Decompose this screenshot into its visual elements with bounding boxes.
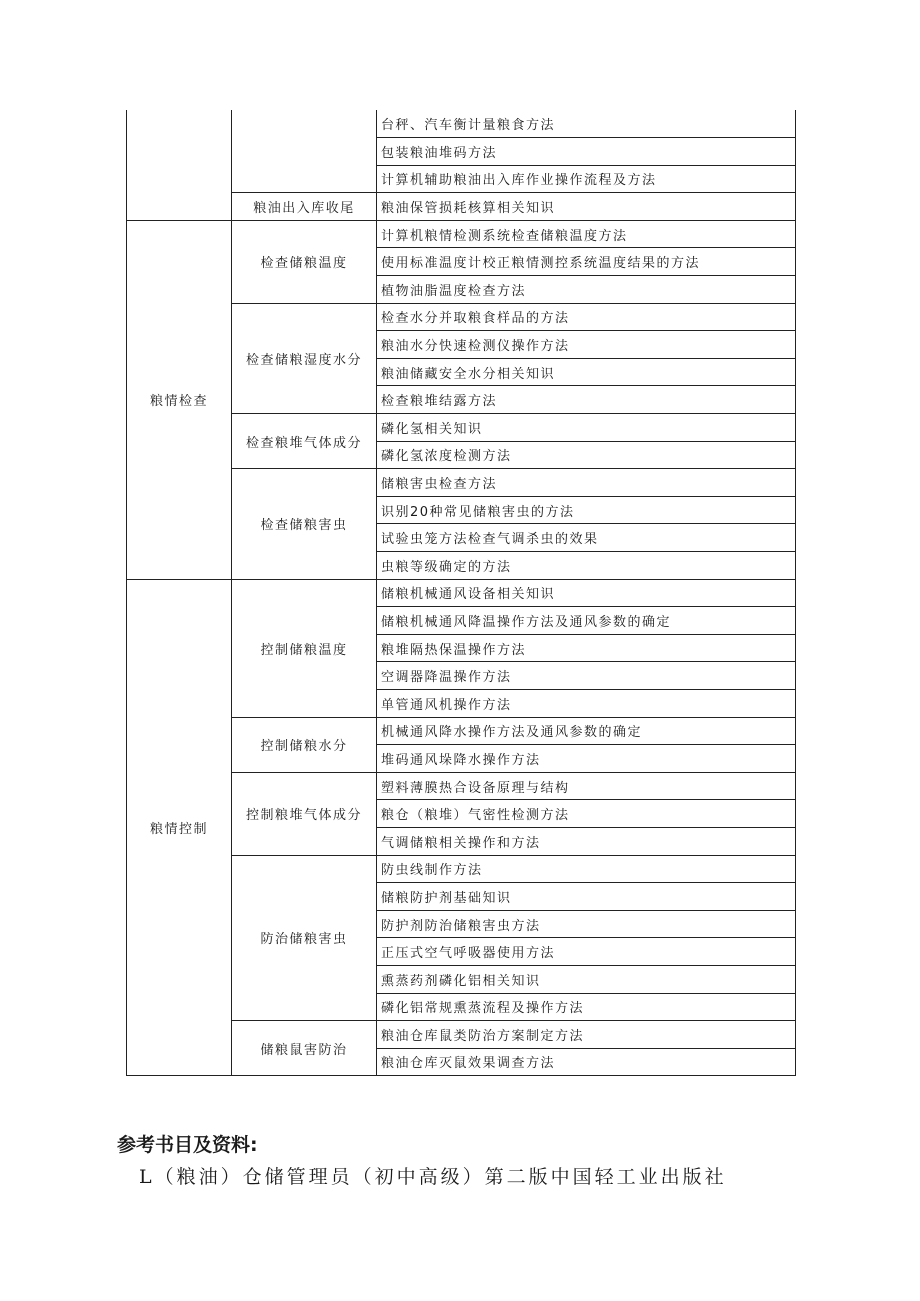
subcategory-cell: 防治储粮害虫	[232, 855, 377, 1021]
item-cell: 粮油水分快速检测仪操作方法	[377, 331, 796, 359]
subcategory-cell: 控制储粮温度	[232, 579, 377, 717]
item-cell: 空调器降温操作方法	[377, 662, 796, 690]
subcategory-cell	[232, 110, 377, 193]
item-cell: 正压式空气呼吸器使用方法	[377, 938, 796, 966]
subcategory-cell: 控制储粮水分	[232, 717, 377, 772]
table-row	[127, 110, 796, 138]
item-cell: 计算机粮情检测系统检查储粮温度方法	[377, 220, 796, 248]
item-cell: 粮油仓库鼠类防治方案制定方法	[377, 1021, 796, 1049]
item-cell: 储粮机械通风降温操作方法及通风参数的确定	[377, 607, 796, 635]
item-cell: 储粮害虫检查方法	[377, 469, 796, 497]
item-cell: 粮仓（粮堆）气密性检测方法	[377, 800, 796, 828]
item-cell: 虫粮等级确定的方法	[377, 552, 796, 580]
item-cell: 防护剂防治储粮害虫方法	[377, 910, 796, 938]
item-cell: 堆码通风垛降水操作方法	[377, 745, 796, 773]
item-cell: 防虫线制作方法	[377, 855, 796, 883]
item-cell: 粮油储藏安全水分相关知识	[377, 358, 796, 386]
item-cell: 粮油保管损耗核算相关知识	[377, 193, 796, 221]
subcategory-cell: 检查储粮温度	[232, 220, 377, 303]
references-title: 参考书目及资料:	[117, 1134, 258, 1156]
table-row	[127, 579, 796, 607]
item-cell: 磷化氢浓度检测方法	[377, 441, 796, 469]
item-cell: 植物油脂温度检查方法	[377, 276, 796, 304]
subcategory-cell: 检查储粮害虫	[232, 469, 377, 579]
category-cell: 粮情控制	[127, 579, 232, 1076]
item-cell: 识别20种常见储粮害虫的方法	[377, 496, 796, 524]
subcategory-cell: 控制粮堆气体成分	[232, 772, 377, 855]
item-cell: 储粮机械通风设备相关知识	[377, 579, 796, 607]
item-cell: 粮堆隔热保温操作方法	[377, 634, 796, 662]
subcategory-cell: 储粮鼠害防治	[232, 1021, 377, 1076]
item-cell: 储粮防护剂基础知识	[377, 883, 796, 911]
item-cell: 试验虫笼方法检查气调杀虫的效果	[377, 524, 796, 552]
subcategory-cell: 粮油出入库收尾	[232, 193, 377, 221]
item-cell: 磷化氢相关知识	[377, 414, 796, 442]
subcategory-cell: 检查粮堆气体成分	[232, 414, 377, 469]
item-cell: 磷化铝常规熏蒸流程及操作方法	[377, 993, 796, 1021]
category-cell: 粮情检查	[127, 220, 232, 579]
item-cell: 计算机辅助粮油出入库作业操作流程及方法	[377, 165, 796, 193]
item-cell: 检查粮堆结露方法	[377, 386, 796, 414]
item-cell: 单管通风机操作方法	[377, 689, 796, 717]
item-cell: 检查水分并取粮食样品的方法	[377, 303, 796, 331]
category-cell	[127, 110, 232, 220]
item-cell: 粮油仓库灭鼠效果调查方法	[377, 1048, 796, 1076]
item-cell: 机械通风降水操作方法及通风参数的确定	[377, 717, 796, 745]
knowledge-table	[126, 110, 796, 1076]
item-cell: 熏蒸药剂磷化铝相关知识	[377, 965, 796, 993]
item-cell: 台秤、汽车衡计量粮食方法	[377, 110, 796, 138]
subcategory-cell: 检查储粮湿度水分	[232, 303, 377, 413]
item-cell: 气调储粮相关操作和方法	[377, 827, 796, 855]
item-cell: 使用标准温度计校正粮情测控系统温度结果的方法	[377, 248, 796, 276]
item-cell: 包装粮油堆码方法	[377, 138, 796, 166]
item-cell: 塑料薄膜热合设备原理与结构	[377, 772, 796, 800]
reference-item: L（粮油）仓储管理员（初中高级）第二版中国轻工业出版社	[139, 1166, 727, 1188]
table-row	[127, 220, 796, 248]
